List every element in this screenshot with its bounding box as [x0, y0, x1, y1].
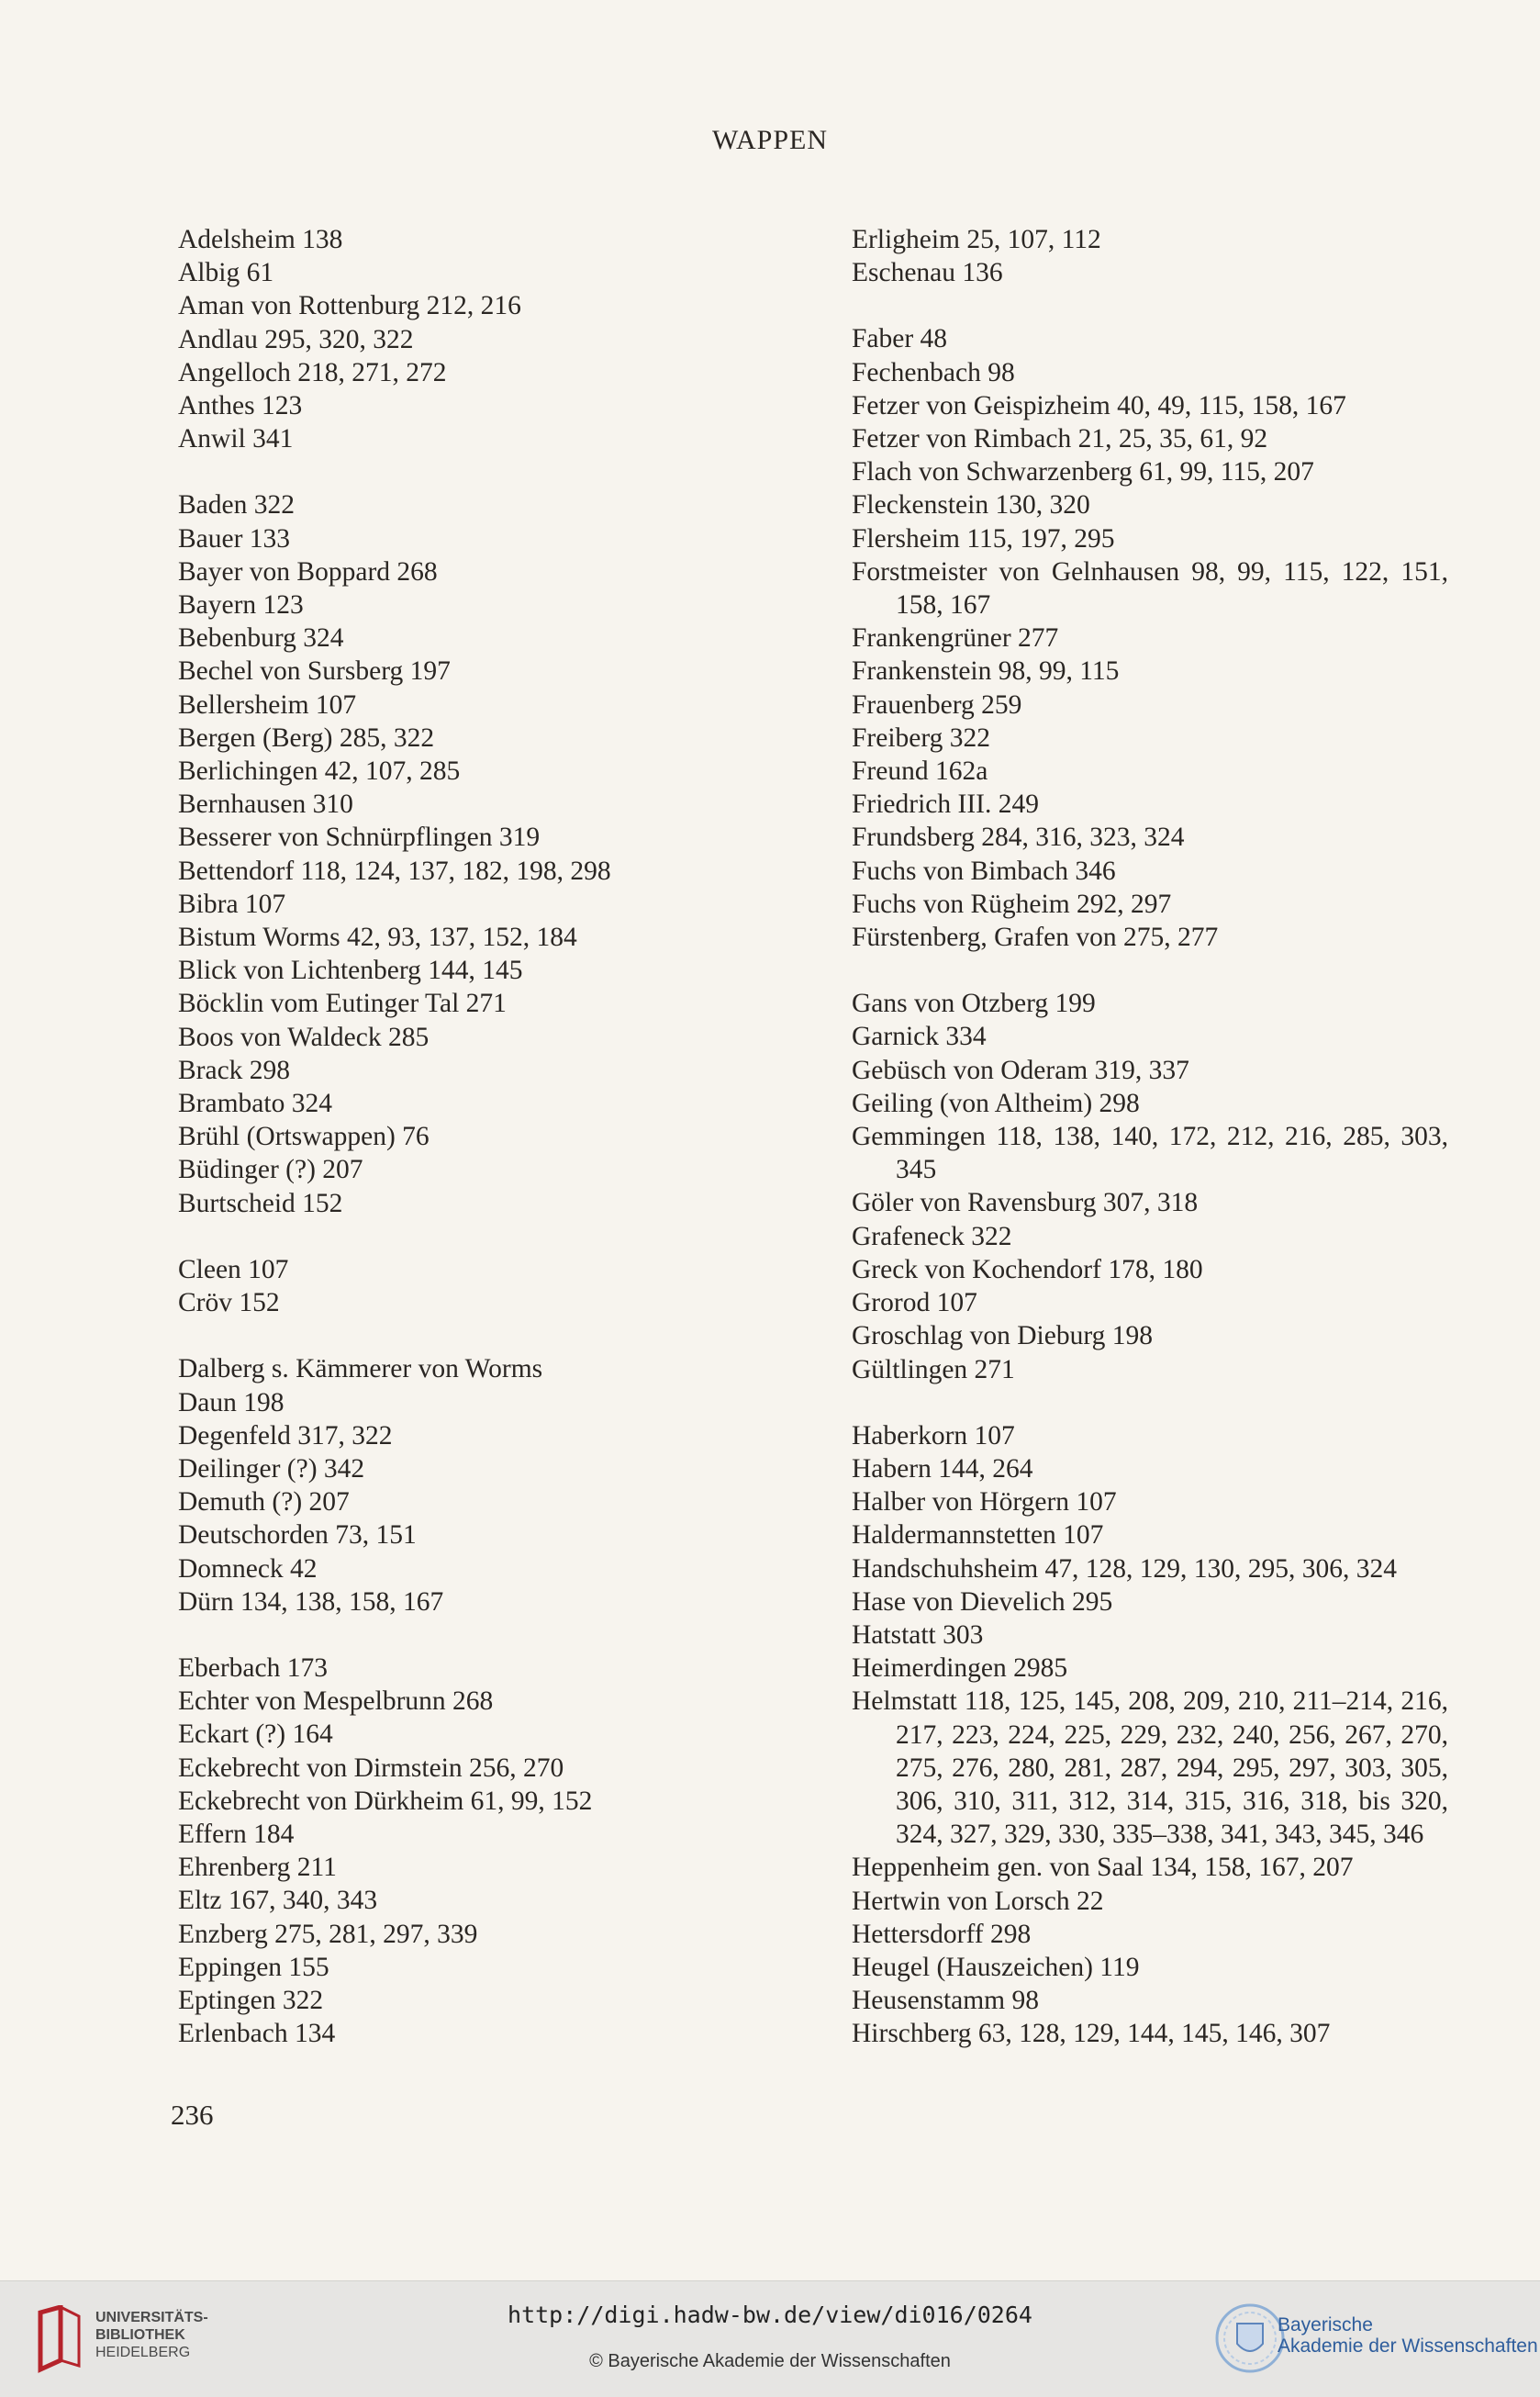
index-entry: Brack 298 [178, 1055, 291, 1085]
index-entry: Gans von Otzberg 199 [852, 989, 1096, 1019]
index-entry: Bettendorf 118, 124, 137, 182, 198, 298 [178, 856, 611, 886]
index-letter-group [852, 987, 1448, 1385]
index-column-right [852, 223, 1448, 2084]
index-entry: Bellersheim 107 [178, 689, 357, 720]
index-entry: Frankenstein 98, 99, 115 [852, 656, 1120, 687]
index-entry: Fetzer von Geispizheim 40, 49, 115, 158, 167 [852, 390, 1346, 420]
index-entry: Eberbach 173 [178, 1652, 328, 1683]
index-entry: Degenfeld 317, 322 [178, 1420, 393, 1451]
academy-emblem-icon [1213, 2300, 1287, 2377]
index-entry: Grorod 107 [852, 1288, 977, 1318]
index-entry: Hirschberg 63, 128, 129, 144, 145, 146, 307 [852, 2019, 1331, 2049]
academy-name [1278, 2314, 1538, 2357]
permalink-url[interactable]: http://digi.hadw-bw.de/view/di016/0264 [508, 2302, 1032, 2328]
index-entry: Greck von Kochendorf 178, 180 [852, 1254, 1203, 1284]
index-entry: Anwil 341 [178, 424, 294, 454]
library-name-line1: UNIVERSITÄTS- [95, 2310, 208, 2325]
index-entry: Freund 162a [852, 756, 988, 787]
index-entry: Böcklin vom Eutinger Tal 271 [178, 989, 507, 1019]
index-entry: Groschlag von Dieburg 198 [852, 1321, 1154, 1351]
index-entry: Blick von Lichtenberg 144, 145 [178, 956, 523, 986]
index-entry: Heppenheim gen. von Saal 134, 158, 167, 207 [852, 1853, 1354, 1883]
index-letter-group [178, 488, 839, 1219]
index-entry: Brambato 324 [178, 1089, 332, 1119]
index-entry: Fuchs von Rügheim 292, 297 [852, 889, 1172, 919]
index-entry: Bibra 107 [178, 889, 286, 919]
index-entry: Bebenburg 324 [178, 623, 344, 654]
library-name-line3: HEIDELBERG [95, 2345, 191, 2360]
index-entry: Fuchs von Bimbach 346 [852, 856, 1116, 886]
index-entry: Bechel von Sursberg 197 [178, 656, 451, 687]
index-entry: Besserer von Schnürpflingen 319 [178, 823, 541, 853]
index-entry: Frauenberg 259 [852, 689, 1022, 720]
index-entry: Habern 144, 264 [852, 1453, 1033, 1484]
index-entry: Bernhausen 310 [178, 790, 353, 820]
index-letter-group [178, 1253, 839, 1319]
index-letter-group [852, 223, 1448, 289]
index-entry: Fürstenberg, Grafen von 275, 277 [852, 923, 1219, 953]
index-entry: Adelsheim 138 [178, 225, 343, 254]
index-entry: Baden 322 [178, 490, 295, 521]
index-entry: Hettersdorff 298 [852, 1919, 1032, 1949]
index-entry: Göler von Ravensburg 307, 318 [852, 1188, 1199, 1218]
index-entry: Halber von Hörgern 107 [852, 1487, 1117, 1518]
index-entry: Hatstatt 303 [852, 1619, 984, 1650]
index-entry: Brühl (Ortswappen) 76 [178, 1122, 430, 1152]
index-entry: Garnick 334 [852, 1022, 987, 1052]
index-entry: Eckebrecht von Dirmstein 256, 270 [178, 1753, 564, 1783]
index-entry: Dalberg s. Kämmerer von Worms [178, 1354, 543, 1384]
index-entry: Frankengrüner 277 [852, 623, 1059, 654]
index-entry: Büdinger (?) 207 [178, 1155, 363, 1185]
index-entry: Geiling (von Altheim) 298 [852, 1088, 1140, 1118]
index-entry: Anthes 123 [178, 391, 303, 421]
index-entry: Effern 184 [178, 1819, 295, 1849]
index-entry: Bergen (Berg) 285, 322 [178, 722, 435, 753]
index-entry: Haberkorn 107 [852, 1420, 1015, 1451]
index-entry: Heusenstamm 98 [852, 1986, 1040, 2016]
index-entry: Fechenbach 98 [852, 357, 1015, 387]
index-entry: Gültlingen 271 [852, 1354, 1015, 1384]
index-entry: Eltz 167, 340, 343 [178, 1886, 378, 1916]
index-entry: Cröv 152 [178, 1288, 280, 1318]
index-entry: Aman von Rottenburg 212, 216 [178, 291, 521, 321]
page-number: 236 [171, 2099, 214, 2131]
index-entry: Demuth (?) 207 [178, 1487, 350, 1518]
index-entry: Deutschorden 73, 151 [178, 1520, 417, 1551]
index-entry: Erligheim 25, 107, 112 [852, 225, 1101, 254]
index-entry: Hertwin von Lorsch 22 [852, 1886, 1104, 1916]
index-entry: Domneck 42 [178, 1553, 318, 1584]
index-entry: Frundsberg 284, 316, 323, 324 [852, 823, 1185, 853]
index-entry: Cleen 107 [178, 1254, 289, 1284]
index-entry: Fleckenstein 130, 320 [852, 490, 1090, 521]
index-entry: Ehrenberg 211 [178, 1853, 337, 1883]
index-entry: Hase von Dievelich 295 [852, 1586, 1113, 1617]
index-entry: Helmstatt 118, 125, 145, 208, 209, 210, 211–214, 216, 217, 223, 224, 225, 229, 232, 240, 256, 267, 270, 275, 276, 280, 281, 287, 294, 295, 297, 303, 305, 306, 310, 311, 312, 314, 315, 316, 318, bis 320, 324, 327, 329, 330, 335–338, 341, 343, 345, 346 [852, 1686, 1448, 1850]
index-entry: Eckebrecht von Dürkheim 61, 99, 152 [178, 1786, 593, 1816]
index-entry: Gebüsch von Oderam 319, 337 [852, 1055, 1189, 1085]
index-entry: Flersheim 115, 197, 295 [852, 523, 1115, 554]
index-entry: Forstmeister von Gelnhausen 98, 99, 115, 122, 151, 158, 167 [852, 556, 1448, 621]
index-entry: Handschuhsheim 47, 128, 129, 130, 295, 306, 324 [852, 1553, 1398, 1584]
index-entry: Enzberg 275, 281, 297, 339 [178, 1919, 478, 1949]
index-entry: Bauer 133 [178, 523, 291, 554]
index-column-left [178, 223, 839, 2083]
index-letter-group [852, 1419, 1448, 2051]
index-entry: Heimerdingen 2985 [852, 1653, 1068, 1684]
index-entry: Friedrich III. 249 [852, 790, 1039, 820]
academy-name-line1: Bayerische [1278, 2314, 1373, 2335]
index-letter-group [178, 1352, 839, 1619]
index-entry: Haldermannstetten 107 [852, 1520, 1104, 1551]
index-entry: Echter von Mespelbrunn 268 [178, 1686, 494, 1717]
index-entry: Eptingen 322 [178, 1985, 324, 2015]
index-entry: Boos von Waldeck 285 [178, 1022, 430, 1052]
index-entry: Bistum Worms 42, 93, 137, 152, 184 [178, 923, 577, 953]
academy-name-line2: Akademie der Wissenschaften [1278, 2335, 1538, 2357]
index-entry: Eschenau 136 [852, 258, 1003, 288]
index-entry: Eppingen 155 [178, 1952, 329, 1982]
index-entry: Grafeneck 322 [852, 1221, 1012, 1251]
index-entry: Heugel (Hauszeichen) 119 [852, 1952, 1140, 1982]
index-entry: Fetzer von Rimbach 21, 25, 35, 61, 92 [852, 424, 1268, 454]
index-entry: Burtscheid 152 [178, 1188, 343, 1218]
page-header: WAPPEN [711, 125, 828, 155]
index-letter-group [178, 223, 839, 455]
index-entry: Deilinger (?) 342 [178, 1453, 365, 1484]
index-entry: Bayer von Boppard 268 [178, 556, 438, 587]
index-entry: Andlau 295, 320, 322 [178, 324, 414, 354]
index-entry: Gemmingen 118, 138, 140, 172, 212, 216, 285, 303, 345 [852, 1122, 1448, 1185]
index-entry: Bayern 123 [178, 590, 304, 621]
index-entry: Faber 48 [852, 324, 948, 354]
index-entry: Daun 198 [178, 1387, 285, 1417]
index-entry: Erlenbach 134 [178, 2019, 336, 2049]
index-entry: Freiberg 322 [852, 722, 991, 753]
index-entry: Albig 61 [178, 258, 274, 288]
index-entry: Dürn 134, 138, 158, 167 [178, 1586, 444, 1617]
index-letter-group [852, 322, 1448, 954]
index-entry: Angelloch 218, 271, 272 [178, 357, 447, 387]
index-letter-group [178, 1652, 839, 2050]
index-entry: Eckart (?) 164 [178, 1719, 333, 1750]
footer-bar [0, 2280, 1540, 2397]
index-entry: Berlichingen 42, 107, 285 [178, 756, 461, 787]
index-entry: Flach von Schwarzenberg 61, 99, 115, 207 [852, 457, 1314, 487]
copyright-notice: © Bayerische Akademie der Wissenschaften [589, 2351, 951, 2371]
library-name-line2: BIBLIOTHEK [95, 2327, 185, 2343]
